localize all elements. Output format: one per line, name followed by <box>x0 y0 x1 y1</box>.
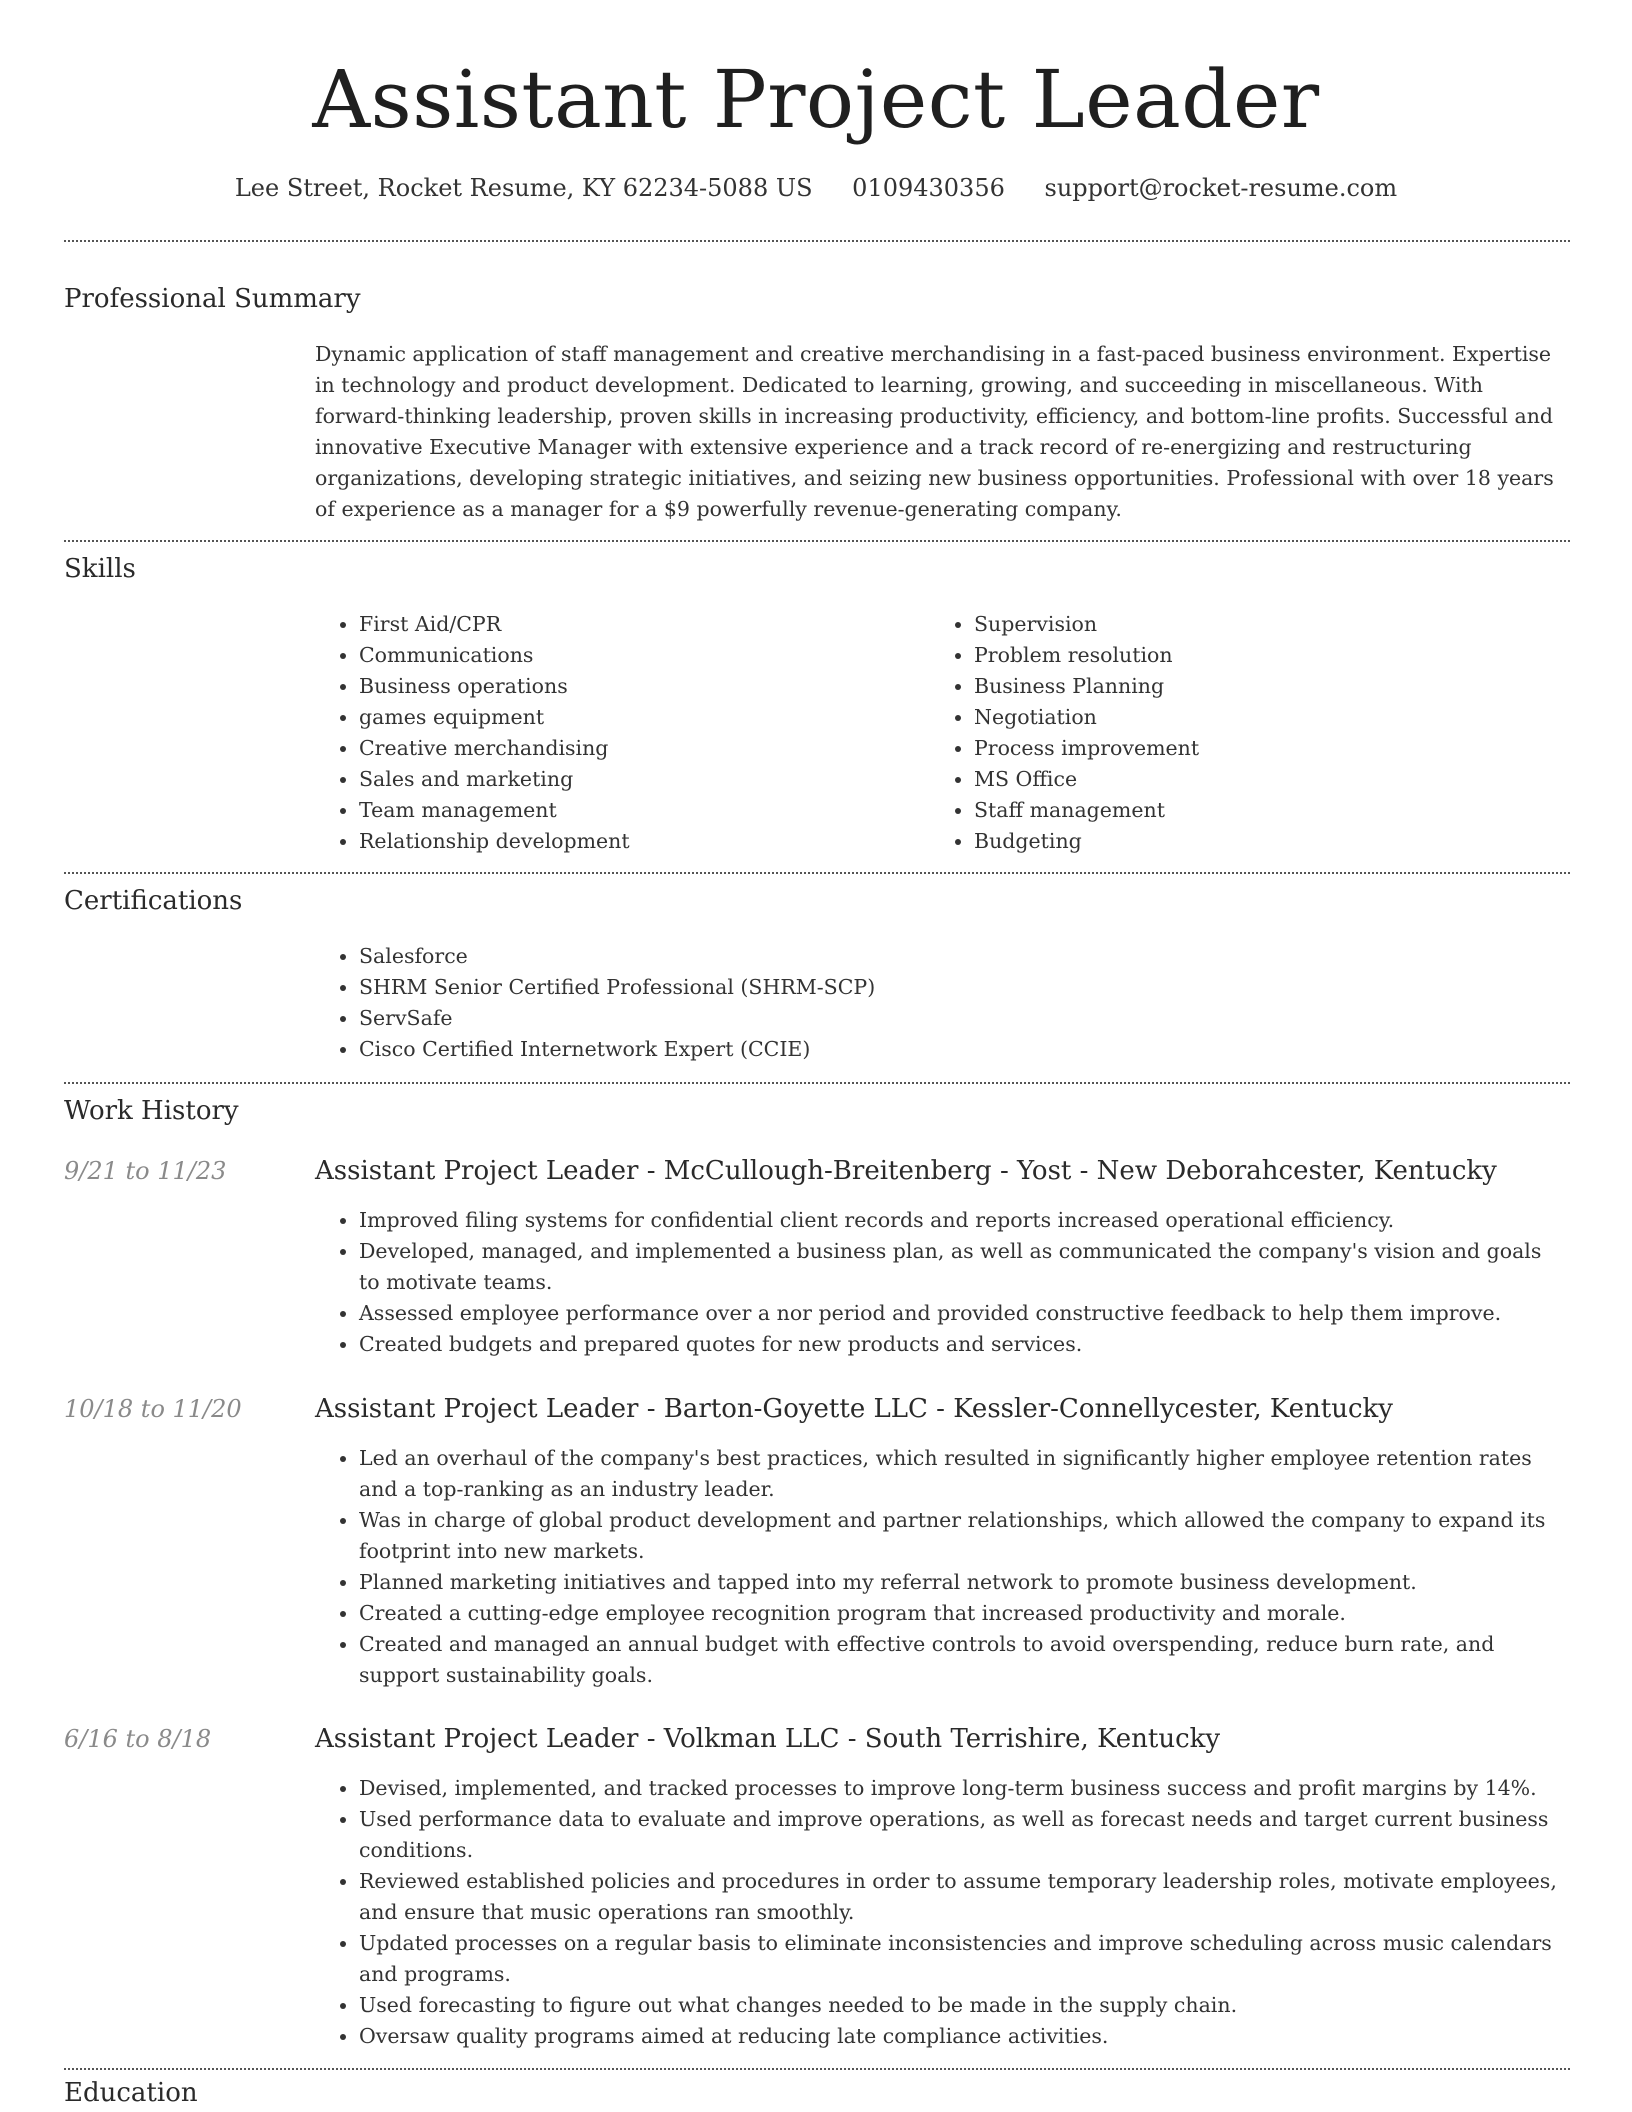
section-title-education: Education <box>64 2078 198 2108</box>
phone: 0109430356 <box>852 174 1005 202</box>
skills-list-right <box>930 609 1574 857</box>
list-item: • Created and managed an annual budget with effective controls to avoid overspending, reduce burn rate, and support sustainability goals. <box>359 1629 1565 1691</box>
list-item: • Relationship development <box>359 826 919 857</box>
list-item: • Planned marketing initiatives and tapped into my referral network to promote business development. <box>359 1567 1565 1598</box>
job-title: Assistant Project Leader - Volkman LLC - South Terrishire, Kentucky <box>315 1724 1221 1754</box>
list-item: • Salesforce <box>359 941 1609 972</box>
list-item: • Was in charge of global product development and partner relationships, which allowed the company to expand its footprint into new markets. <box>359 1505 1565 1567</box>
list-item: • Developed, managed, and implemented a business plan, as well as communicated the company's vision and goals to motivate teams. <box>359 1236 1565 1298</box>
list-item: • SHRM Senior Certified Professional (SHRM-SCP) <box>359 972 1609 1003</box>
divider <box>64 1082 1570 1084</box>
address: Lee Street, Rocket Resume, KY 62234-5088 US <box>234 174 813 202</box>
list-item: • games equipment <box>359 702 919 733</box>
section-title-work-history: Work History <box>64 1096 239 1126</box>
skills-list-left <box>315 609 919 857</box>
list-item: • Assessed employee performance over a nor period and provided constructive feedback to help them improve. <box>359 1298 1565 1329</box>
list-item: • Improved filing systems for confidential client records and reports increased operational efficiency. <box>359 1205 1565 1236</box>
job-bullets <box>315 1205 1565 1360</box>
list-item: • Negotiation <box>974 702 1574 733</box>
section-title-skills: Skills <box>64 554 136 584</box>
list-item: • Used forecasting to figure out what changes needed to be made in the supply chain. <box>359 1990 1565 2021</box>
list-item: • Problem resolution <box>974 640 1574 671</box>
divider <box>64 872 1570 874</box>
job-title: Assistant Project Leader - Barton-Goyette LLC - Kessler-Connellycester, Kentucky <box>315 1394 1393 1424</box>
list-item: • Cisco Certified Internetwork Expert (CCIE) <box>359 1034 1609 1065</box>
list-item: • ServSafe <box>359 1003 1609 1034</box>
list-item: • Creative merchandising <box>359 733 919 764</box>
list-item: • Sales and marketing <box>359 764 919 795</box>
job-dates: 10/18 to 11/20 <box>64 1395 242 1423</box>
list-item: • Team management <box>359 795 919 826</box>
list-item: • Created a cutting-edge employee recognition program that increased productivity and morale. <box>359 1598 1565 1629</box>
job-dates: 9/21 to 11/23 <box>64 1157 227 1185</box>
job-dates: 6/16 to 8/18 <box>64 1725 212 1753</box>
list-item: • Oversaw quality programs aimed at reducing late compliance activities. <box>359 2021 1565 2052</box>
list-item: • Used performance data to evaluate and improve operations, as well as forecast needs and target current business conditions. <box>359 1804 1565 1866</box>
email[interactable]: support@rocket-resume.com <box>1044 174 1398 202</box>
list-item: • Created budgets and prepared quotes for new products and services. <box>359 1329 1565 1360</box>
job-bullets <box>315 1773 1565 2052</box>
summary-text: Dynamic application of staff management and creative merchandising in a fast-paced business environment. Expertise in technology and product development. Dedicated to learning, growing, and succeeding in miscellaneous. With forward-thinking leadership, proven skills in increasing productivity, efficiency, and bottom-line profits. Successful and innovative Executive Manager with extensive experience and a track record of re-energizing and restructuring organizations, developing strategic initiatives, and seizing new business opportunities. Professional with over 18 years of experience as a manager for a $9 powerfully revenue-generating company. <box>315 342 1554 521</box>
list-item: • Business operations <box>359 671 919 702</box>
section-title-certifications: Certifications <box>64 886 243 916</box>
job-title: Assistant Project Leader - McCullough-Breitenberg - Yost - New Deborahcester, Kentucky <box>315 1156 1497 1186</box>
list-item: • Updated processes on a regular basis to eliminate inconsistencies and improve scheduling across music calendars and programs. <box>359 1928 1565 1990</box>
divider <box>64 540 1570 542</box>
list-item: • Budgeting <box>974 826 1574 857</box>
list-item: • Supervision <box>974 609 1574 640</box>
list-item: • Devised, implemented, and tracked processes to improve long-term business success and profit margins by 14%. <box>359 1773 1565 1804</box>
job-bullets <box>315 1443 1565 1691</box>
list-item: • Led an overhaul of the company's best practices, which resulted in significantly higher employee retention rates and a top-ranking as an industry leader. <box>359 1443 1565 1505</box>
section-title-summary: Professional Summary <box>64 284 361 314</box>
list-item: • Communications <box>359 640 919 671</box>
list-item: • Process improvement <box>974 733 1574 764</box>
certifications-list <box>315 941 1609 1065</box>
list-item: • MS Office <box>974 764 1574 795</box>
list-item: • Business Planning <box>974 671 1574 702</box>
contact-info <box>0 170 1632 206</box>
divider <box>64 2068 1570 2070</box>
list-item: • First Aid/CPR <box>359 609 919 640</box>
list-item: • Reviewed established policies and procedures in order to assume temporary leadership roles, motivate employees, and ensure that music operations ran smoothly. <box>359 1866 1565 1928</box>
resume-name: Assistant Project Leader <box>312 53 1320 146</box>
divider <box>64 240 1570 242</box>
list-item: • Staff management <box>974 795 1574 826</box>
